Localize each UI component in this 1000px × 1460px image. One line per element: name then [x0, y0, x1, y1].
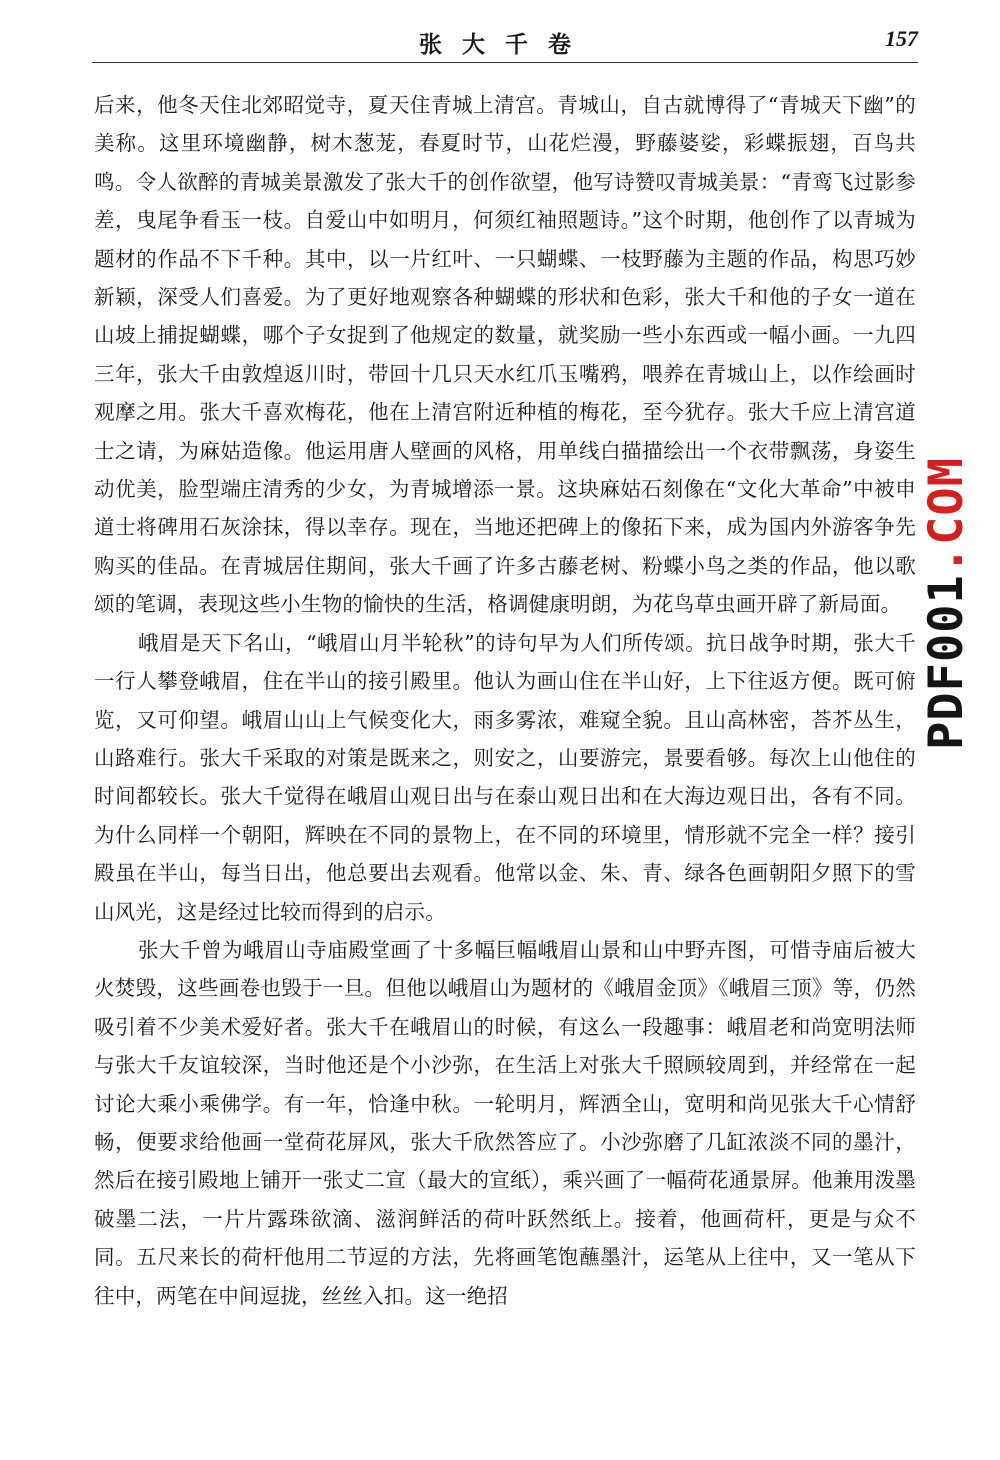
watermark-text-main: PDF001 — [919, 574, 974, 750]
paragraph-2: 峨眉是天下名山，“峨眉山月半轮秋”的诗句早为人们所传颂。抗日战争时期，张大千一行人攀登峨眉，住在半山的接引殿里。他认为画山住在半山好，上下往返方便。既可俯览，又可仰望。峨眉山山上气候变化大，雨多雾浓，难窥全貌。且山高林密，荅芥丛生，山路难行。张大千采取的对策是既来之，则安之，山要游完，景要看够。每次上山他住的时间都较长。张大千觉得在峨眉山观日出与在泰山观日出和在大海边观日出，各有不同。为什么同样一个朝阳，辉映在不同的景物上，在不同的环境里，情形就不完全一样？接引殿虽在半山，每当日出，他总要出去观看。他常以金、朱、青、绿各色画朝阳夕照下的雪山风光，这是经过比较而得到的启示。 — [94, 630, 916, 924]
running-title: 张大千卷 — [419, 31, 591, 58]
watermark-text-domain: .COM — [919, 457, 974, 575]
header-divider — [92, 62, 918, 63]
page-header — [92, 22, 918, 62]
paragraph-1: 后来，他冬天住北郊昭觉寺，夏天住青城上清宫。青城山，自古就博得了“青城天下幽”的美称。这里环境幽静，树木葱茏，春夏时节，山花烂漫，野藤婆娑，彩蝶振翅，百鸟共鸣。令人欲醉的青城美景激发了张大千的创作欲望，他写诗赞叹青城美景：“青鸾飞过影参差，曳尾争看玉一枝。自爱山中如明月，何须红袖照题诗。”这个时期，他创作了以青城为题材的作品不下千种。其中，以一片红叶、一只蝴蝶、一枝野藤为主题的作品，构思巧妙新颖，深受人们喜爱。为了更好地观察各种蝴蝶的形状和色彩，张大千和他的子女一道在山坡上捕捉蝴蝶，哪个子女捉到了他规定的数量，就奖励一些小东西或一幅小画。一九四三年，张大千由敦煌返川时，带回十几只天水红爪玉嘴鸦，喂养在青城山上，以作绘画时观摩之用。张大千喜欢梅花，他在上清宫附近种植的梅花，至今犹存。张大千应上清宫道士之请，为麻姑造像。他运用唐人壁画的风格，用单线白描描绘出一个衣带飘荡，身姿生动优美，脸型端庄清秀的少女，为青城增添一景。这块麻姑石刻像在“文化大革命”中被申道士将碑用石灰涂抹，得以幸存。现在，当地还把碑上的像拓下来，成为国内外游客争先购买的佳品。在青城居住期间，张大千画了许多古藤老树、粉蝶小鸟之类的作品，他以歌颂的笔调，表现这些小生物的愉快的生活，格调健康明朗，为花鸟草虫画开辟了新局面。 — [94, 93, 916, 617]
body-text — [94, 86, 916, 1315]
watermark — [912, 420, 992, 750]
paragraph-3: 张大千曾为峨眉山寺庙殿堂画了十多幅巨幅峨眉山景和山中野卉图，可惜寺庙后被大火焚毁，这些画卷也毁于一旦。但他以峨眉山为题材的《峨眉金顶》《峨眉三顶》等，仍然吸引着不少美术爱好者。张大千在峨眉山的时候，有这么一段趣事：峨眉老和尚宽明法师与张大千友谊较深，当时他还是个小沙弥，在生活上对张大千照顾较周到，并经常在一起讨论大乘小乘佛学。有一年，恰逢中秋。一轮明月，辉洒全山，宽明和尚见张大千心情舒畅，便要求给他画一堂荷花屏风，张大千欣然答应了。小沙弥磨了几缸浓淡不同的墨汁，然后在接引殿地上铺开一张丈二宣（最大的宣纸），乘兴画了一幅荷花通景屏。他兼用泼墨破墨二法，一片片露珠欲滴、滋润鲜活的荷叶跃然纸上。接着，他画荷杆，更是与众不同。五尺来长的荷杆他用二节逗的方法，先将画笔饱蘸墨汁，运笔从上往中，又一笔从下往中，两笔在中间逗拢，丝丝入扣。这一绝招 — [94, 937, 916, 1308]
page-number: 157 — [885, 26, 918, 51]
